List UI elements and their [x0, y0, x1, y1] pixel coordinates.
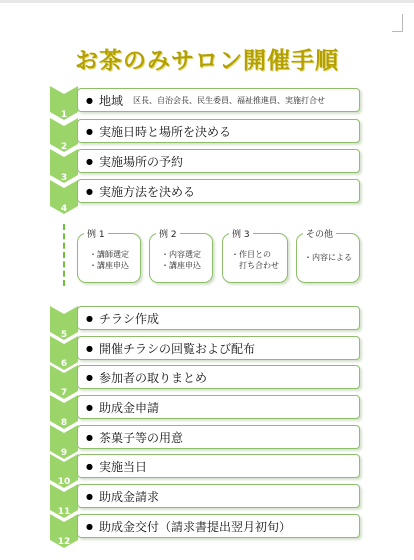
step-number: 4 [60, 204, 68, 214]
example-line: ・講師選定 [89, 250, 129, 259]
step-label: 実施当日 [98, 459, 147, 474]
example-box-2 [149, 230, 213, 283]
bullet-icon: ● [86, 432, 93, 442]
step-number: 3 [60, 173, 68, 183]
bullet-icon: ● [86, 313, 93, 323]
example-box-1 [77, 230, 141, 283]
top-rule [0, 0, 414, 3]
bullet-icon: ● [86, 156, 93, 166]
bullet-icon: ● [86, 461, 93, 471]
step-label: 茶菓子等の用意 [98, 430, 183, 445]
step-label: 実施方法を決める [98, 184, 195, 199]
step-label: 実施場所の予約 [98, 154, 183, 169]
step-number: 7 [60, 388, 68, 398]
step-label: 助成金申請 [98, 400, 159, 415]
bullet-icon: ● [86, 126, 93, 136]
bullet-icon: ● [86, 402, 93, 412]
step-3 [77, 149, 360, 173]
step-label: 助成金請求 [98, 489, 159, 504]
step-label: 助成金交付（請求書提出翌月初旬） [98, 519, 291, 534]
step-note: 区長、自治会長、民生委員、福祉推進員、実施打合せ [133, 95, 325, 105]
step-8 [77, 395, 360, 419]
bullet-icon: ● [86, 343, 93, 353]
crop-mark [402, 14, 403, 32]
example-line: ・講座申込 [161, 261, 201, 270]
step-number: 11 [57, 507, 71, 517]
example-title: 例 3 [229, 227, 253, 240]
example-title: 例 1 [84, 227, 108, 240]
bullet-icon: ● [86, 95, 93, 105]
example-line: ・内容選定 [161, 250, 201, 259]
step-label: チラシ作成 [98, 311, 159, 326]
step-number: 6 [60, 359, 68, 369]
step-label: 実施日時と場所を決める [98, 124, 231, 139]
step-label: 地域 [98, 93, 123, 108]
step-2 [77, 119, 360, 143]
dashed-connector [63, 224, 65, 286]
bullet-icon: ● [86, 521, 93, 531]
step-number: 8 [60, 418, 68, 428]
example-title: 例 2 [156, 227, 180, 240]
crop-mark [392, 31, 403, 32]
step-number: 12 [57, 537, 71, 547]
step-1 [77, 88, 360, 112]
step-4 [77, 179, 360, 203]
step-12 [77, 514, 360, 538]
step-9 [77, 425, 360, 449]
step-6 [77, 336, 360, 360]
step-number: 5 [60, 330, 68, 340]
example-box-4 [296, 230, 360, 283]
step-10 [77, 454, 360, 478]
example-line: ・講座申込 [89, 261, 129, 270]
step-5 [77, 306, 360, 330]
step-11 [77, 484, 360, 508]
step-label: 開催チラシの回覧および配布 [98, 341, 255, 356]
example-line: ・内容による [304, 253, 352, 262]
step-number: 9 [60, 448, 68, 458]
bullet-icon: ● [86, 372, 93, 382]
step-label: 参加者の取りまとめ [98, 370, 207, 385]
page-title: お茶のみサロン開催手順 [75, 48, 339, 74]
example-line: ・作目との [231, 250, 271, 259]
step-number: 10 [57, 477, 71, 487]
example-box-3 [222, 230, 288, 283]
example-title: その他 [303, 227, 336, 240]
step-number: 1 [60, 110, 68, 120]
example-line: 打ち合わせ [239, 261, 279, 270]
step-number: 2 [60, 142, 68, 152]
step-7 [77, 365, 360, 389]
bullet-icon: ● [86, 186, 93, 196]
bullet-icon: ● [86, 491, 93, 501]
